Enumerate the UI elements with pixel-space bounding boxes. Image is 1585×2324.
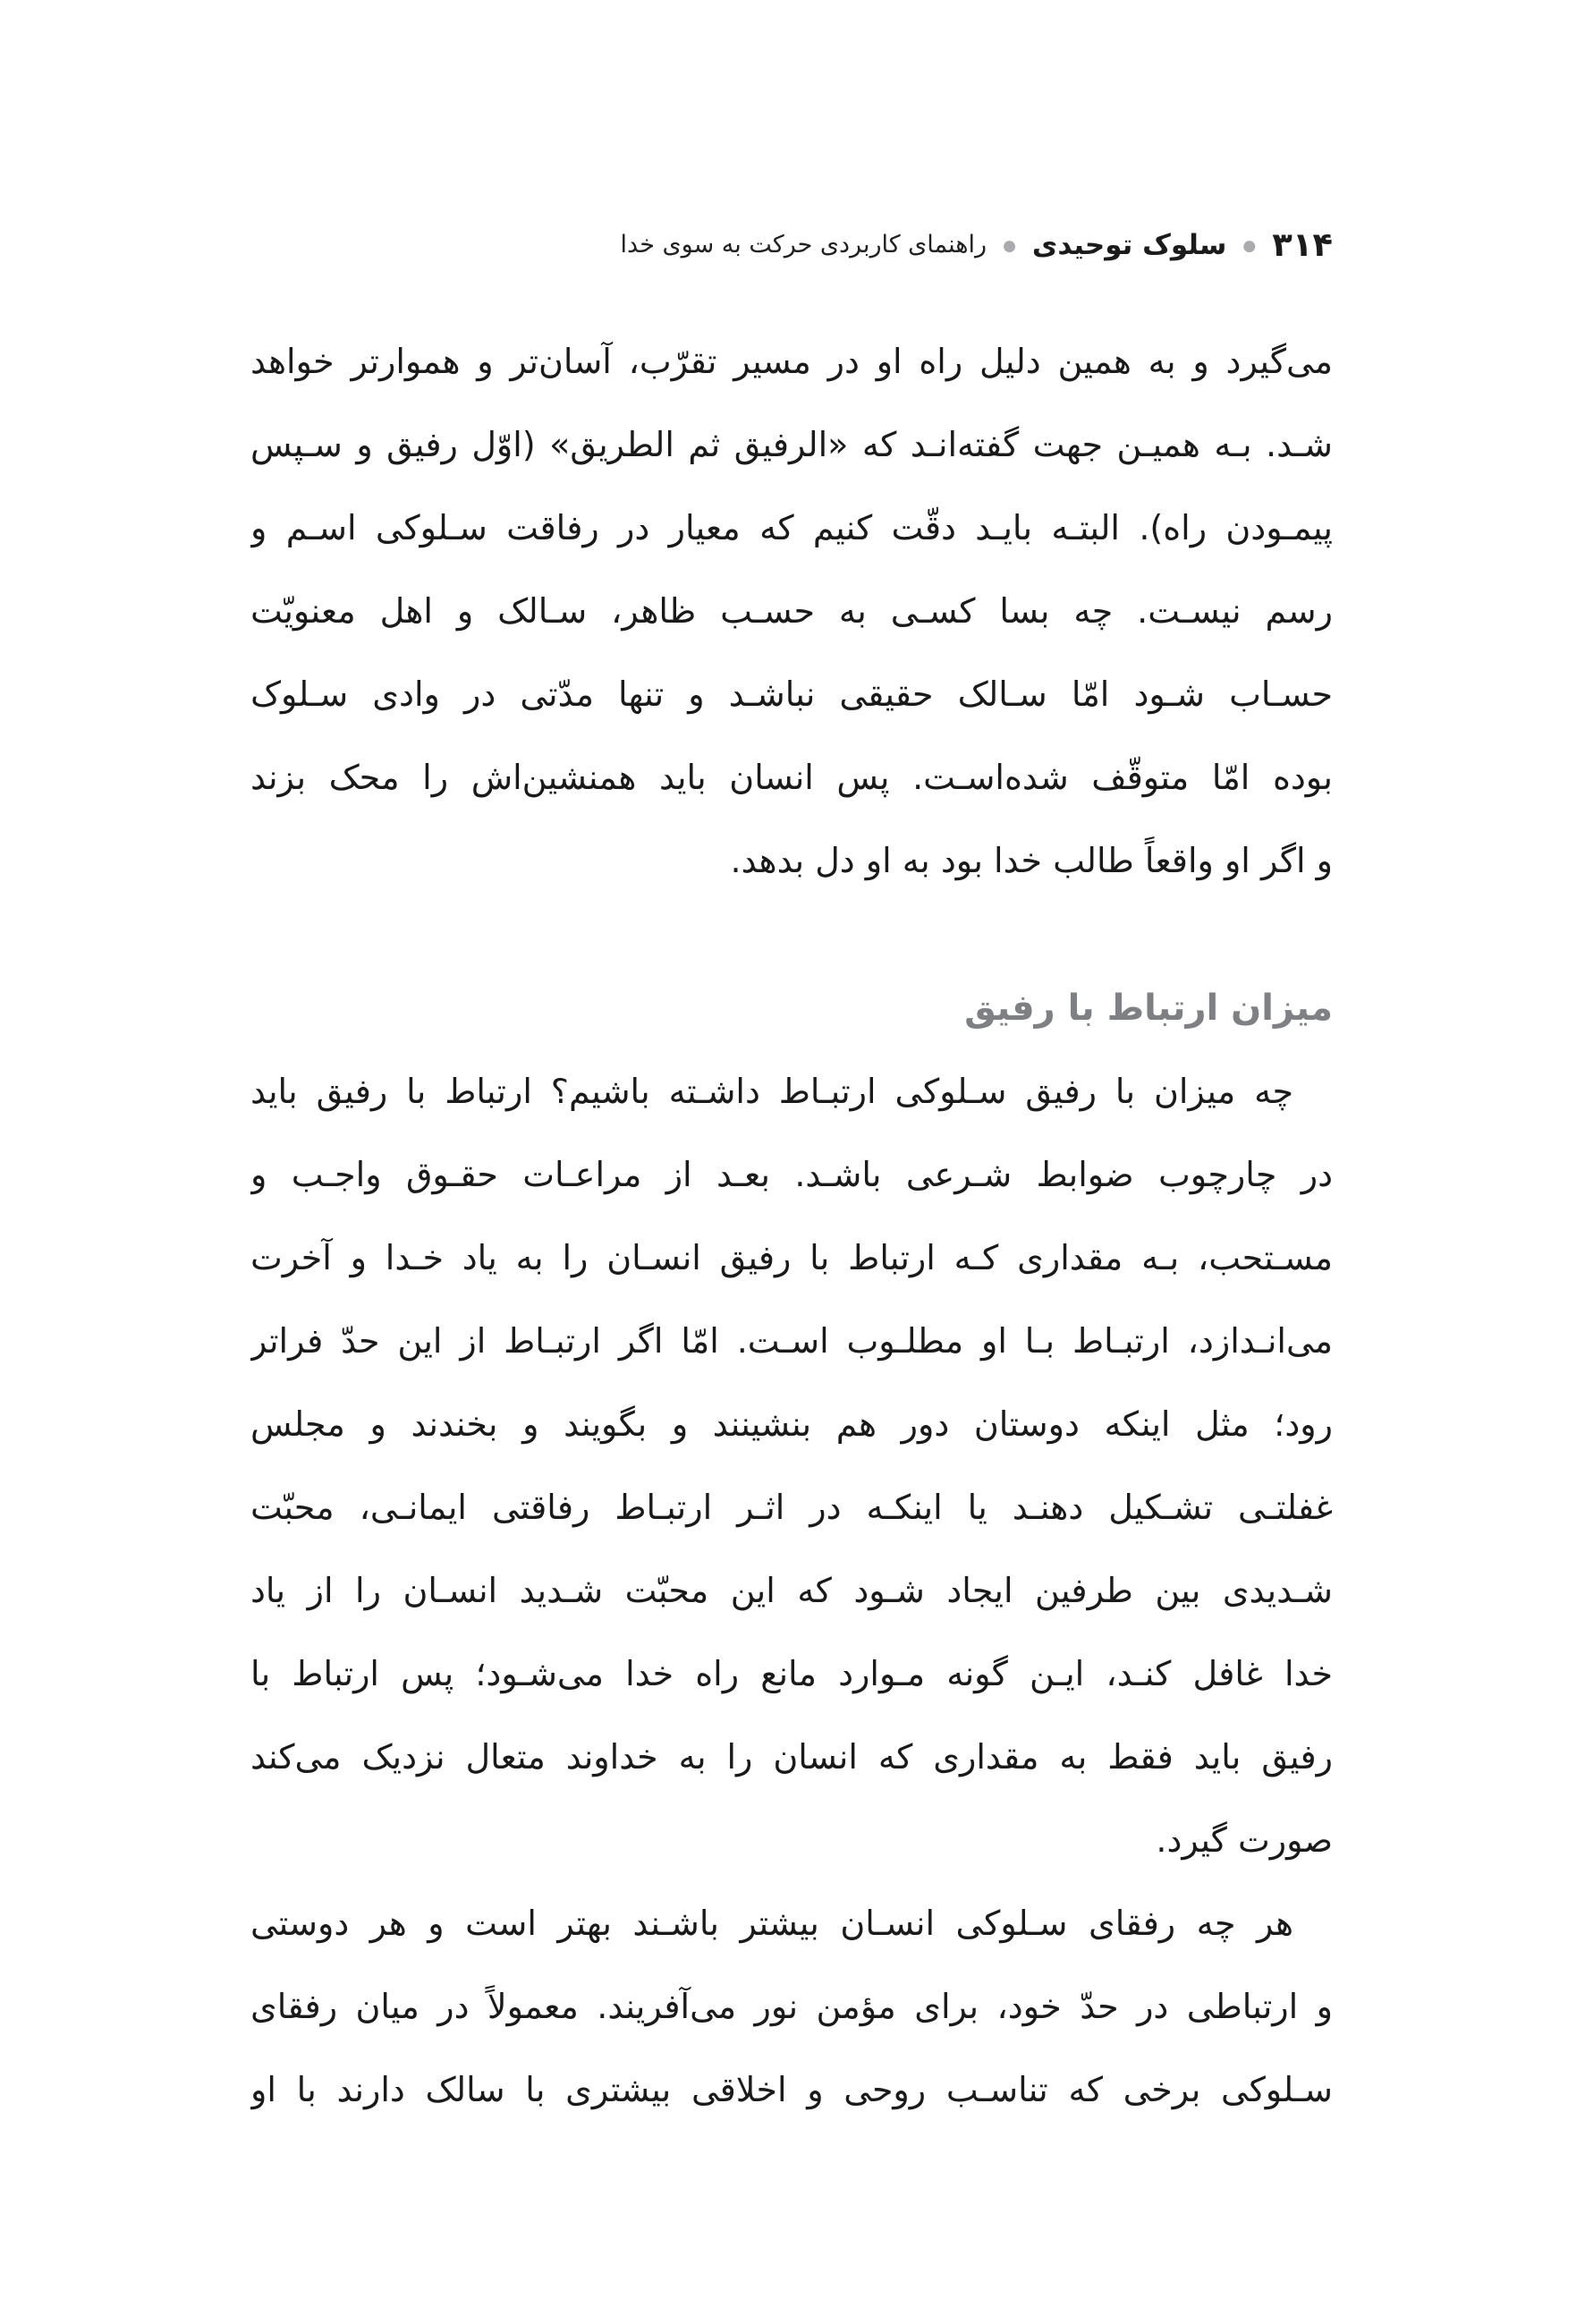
section-heading: میزان ارتباط با رفیق <box>964 988 1333 1029</box>
page-number: ۳۱۴ <box>1272 225 1333 264</box>
text-line: پیمـودن راه). البتـه بایـد دقّت کنیم که معیار در رفاقت سـلوکی اسـم و <box>250 508 1333 547</box>
text-line: سـلوکی برخی که تناسـب روحی و اخلاقی بیشتری با سالک دارند با او <box>250 2070 1333 2109</box>
text-line: خدا غافل کنـد، ایـن گونه مـوارد مانع راه خدا می‌شـود؛ پس ارتباط با <box>250 1654 1333 1693</box>
text-line: می‌گیرد و به همین دلیل راه او در مسیر تقرّب، آسان‌تر و هموارتر خواهد <box>250 342 1333 381</box>
page-header <box>252 225 1333 264</box>
paragraph-3 <box>250 1882 1333 2132</box>
text-line: مسـتحب، بـه مقداری کـه ارتباط با رفیق انسـان را به یاد خـدا و آخرت <box>250 1238 1333 1277</box>
text-line: صورت گیرد. <box>1156 1820 1333 1860</box>
text-line: و اگر او واقعاً طالب خدا بود به او دل بدهد. <box>730 841 1333 880</box>
text-line: رفیق باید فقط به مقداری که انسان را به خداوند متعال نزدیک می‌کند <box>250 1737 1333 1777</box>
book-title: سلوک توحیدی <box>1031 228 1227 261</box>
bullet-separator-icon: ● <box>1003 237 1016 255</box>
paragraph-2 <box>250 1050 1333 1882</box>
paragraph-1 <box>250 320 1333 903</box>
text-line: می‌انـدازد، ارتبـاط بـا او مطلـوب اسـت. امّا اگر ارتبـاط از این حدّ فراتر <box>250 1321 1333 1361</box>
text-line: رود؛ مثل اینکه دوستان دور هم بنشینند و بگویند و بخندند و مجلس <box>250 1404 1333 1444</box>
text-line: و ارتباطی در حدّ خود، برای مؤمن نور می‌آفریند. معمولاً در میان رفقای <box>250 1987 1333 2026</box>
text-line: چه میزان با رفیق سـلوکی ارتبـاط داشـته باشیم؟ ارتباط با رفیق باید <box>250 1072 1293 1111</box>
text-line: بوده امّا متوقّف شده‌اسـت. پس انسان باید همنشین‌اش را محک بزند <box>250 758 1333 797</box>
text-line: غفلتـی تشـکیل دهنـد یا اینکـه در اثـر ارتبـاط رفاقتی ایمانـی، محبّت <box>250 1488 1333 1527</box>
text-line: در چارچوب ضوابط شـرعی باشـد. بعـد از مراعـات حقـوق واجـب و <box>250 1155 1333 1194</box>
text-line: هر چه رفقای سـلوکی انسـان بیشتر باشـند بهتر است و هر دوستی <box>250 1904 1293 1943</box>
book-subtitle: راهنمای کاربردی حرکت به سوی خدا <box>620 231 987 259</box>
page-body <box>250 320 1333 2132</box>
text-line: حسـاب شـود امّا سـالک حقیقی نباشـد و تنها مدّتی در وادی سـلوک <box>250 674 1333 714</box>
bullet-separator-icon: ● <box>1242 237 1257 255</box>
text-line: شـدیدی بین طرفین ایجاد شـود که این محبّت شـدید انسـان را از یاد <box>250 1571 1333 1610</box>
text-line: رسم نیسـت. چه بسا کسـی به حسـب ظاهر، سـالک و اهل معنویّت <box>250 591 1333 631</box>
text-line: شـد. بـه همیـن جهت گفته‌انـد که «الرفیق ثم الطریق» (اوّل رفیق و سـپس <box>250 425 1333 464</box>
